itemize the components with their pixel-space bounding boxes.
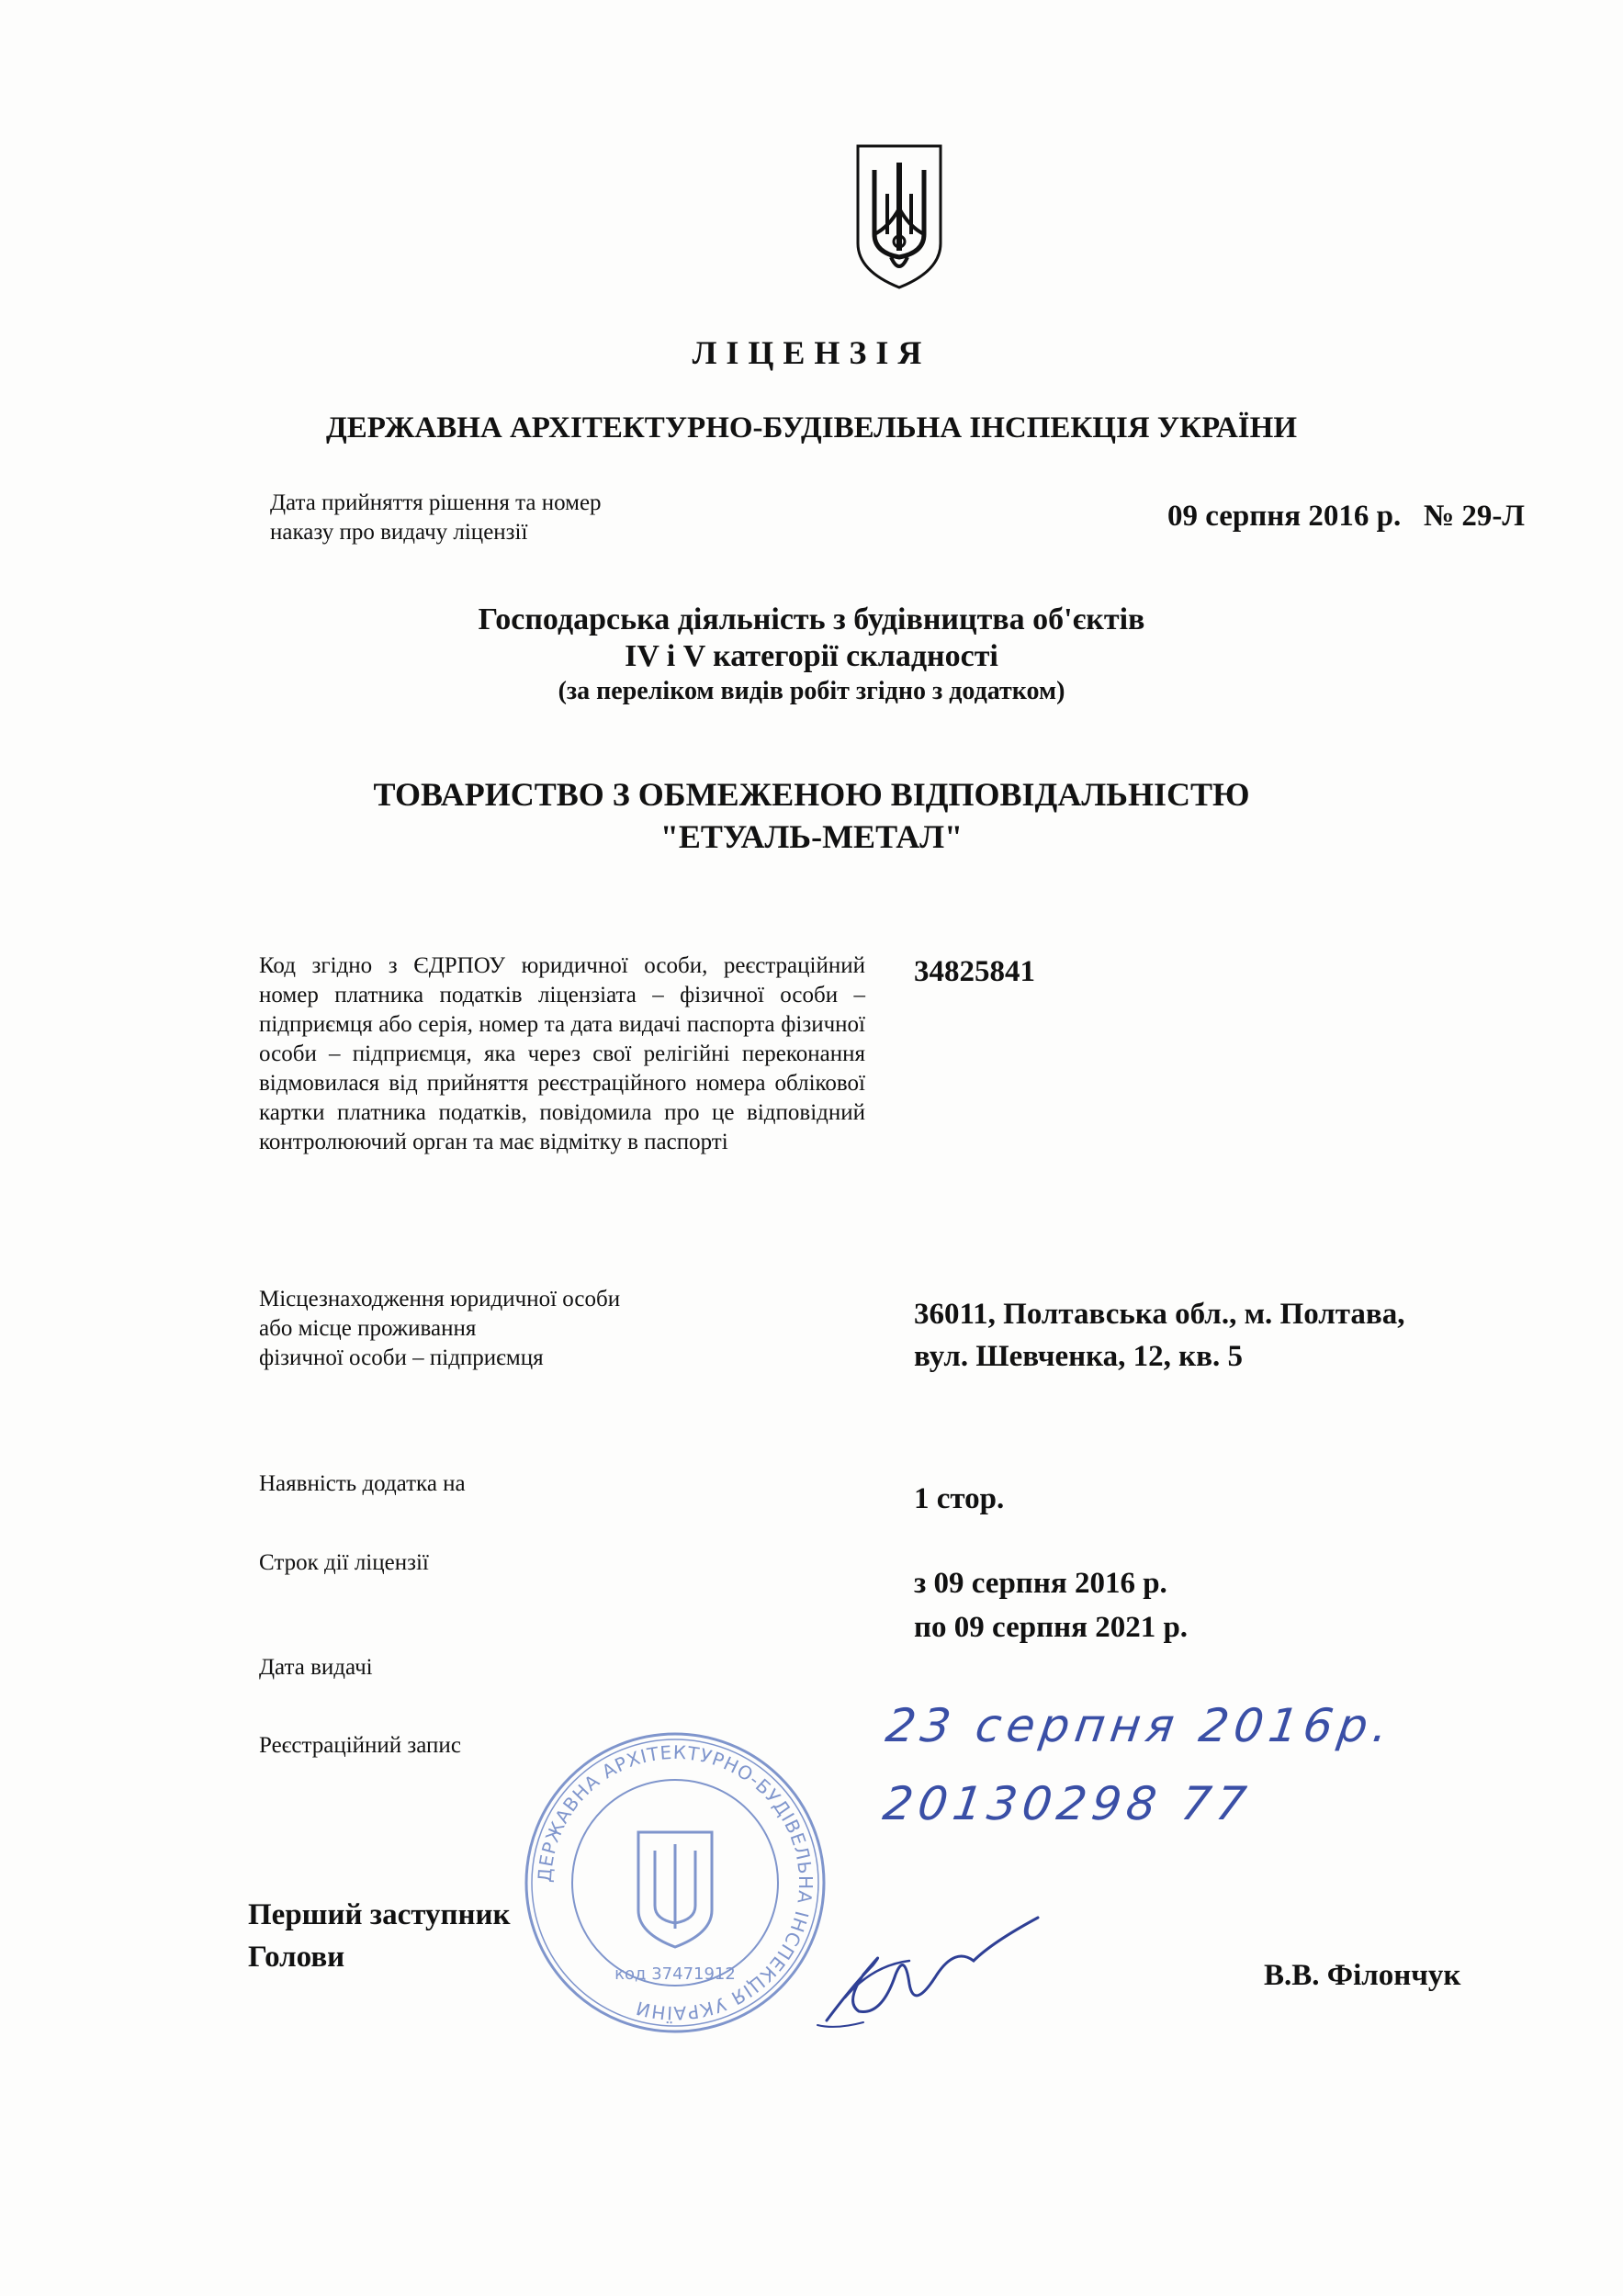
decision-label-line: Дата прийняття рішення та номер [270,490,602,515]
address-value-line: 36011, Полтавська обл., м. Полтава, [914,1298,1405,1331]
address-value-line: вул. Шевченка, 12, кв. 5 [914,1340,1243,1373]
activity-note: (за переліком видів робіт згідно з додатком) [558,677,1065,705]
signer-title-line: Голови [248,1941,345,1974]
term-start: з 09 серпня 2016 р. [914,1567,1167,1600]
annex-label: Наявність додатка на [259,1471,466,1496]
edrpou-label: Код згідно з ЄДРПОУ юридичної особи, реєстраційний номер платника податків ліцензіата – фізичної особи – підприємця або серія, номер та дата видачі паспорта фізичної особи – підприємця, яка через свої релігійні переконання відмовилася від прийняття реєстраційного номера облікової картки платника податків, повідомила про це відповідний контролюючий орган та має відмітку в паспорті [259,953,865,1154]
handwritten-signature [808,1910,1056,2039]
signer-title [248,1894,511,1978]
edrpou-value: 34825841 [914,955,1035,988]
term-label: Строк дії ліцензії [259,1550,429,1575]
seal-code-text: код 37471912 [614,1964,736,1984]
activity-line: IV і V категорії складності [625,639,998,673]
signer-title-line: Перший заступник [248,1898,511,1931]
document-title: ЛІЦЕНЗІЯ [692,334,931,371]
address-label-line: або місце проживання [259,1316,477,1341]
term-value [914,1561,1188,1649]
registry-label: Реєстраційний запис [259,1733,461,1758]
trident-emblem-icon [852,142,946,291]
seal-ring-text: ДЕРЖАВНА АРХІТЕКТУРНО-БУДІВЕЛЬНА ІНСПЕКЦІЯ УКРАЇНИ [533,1740,817,2025]
official-seal [519,1727,831,2039]
company-name-line: ТОВАРИСТВО З ОБМЕЖЕНОЮ ВІДПОВІДАЛЬНІСТЮ [373,776,1250,813]
handwritten-registry-number: 20130298 77 [879,1777,1256,1830]
agency-name: ДЕРЖАВНА АРХІТЕКТУРНО-БУДІВЕЛЬНА ІНСПЕКЦІЯ УКРАЇНИ [326,411,1297,445]
address-value [914,1293,1404,1378]
activity-line: Господарська діяльність з будівництва об'єктів [478,602,1145,636]
address-label [259,1285,737,1373]
address-label-line: Місцезнаходження юридичної особи [259,1287,621,1311]
activity-block [0,602,1623,708]
handwritten-issue-date: 23 серпня 2016р. [882,1699,1397,1752]
decision-label-line: наказу про видачу ліцензії [270,520,528,545]
address-label-line: фізичної особи – підприємця [259,1345,544,1370]
decision-value: 09 серпня 2016 р. № 29-Л [1167,500,1525,533]
company-name-line: "ЕТУАЛЬ-МЕТАЛ" [659,818,964,855]
decision-label [270,489,693,547]
issue-date-label: Дата видачі [259,1655,373,1680]
company-name [0,773,1623,858]
annex-value: 1 стор. [914,1482,1005,1515]
signer-name: В.В. Філончук [1264,1959,1461,1992]
term-end: по 09 серпня 2021 р. [914,1611,1189,1644]
